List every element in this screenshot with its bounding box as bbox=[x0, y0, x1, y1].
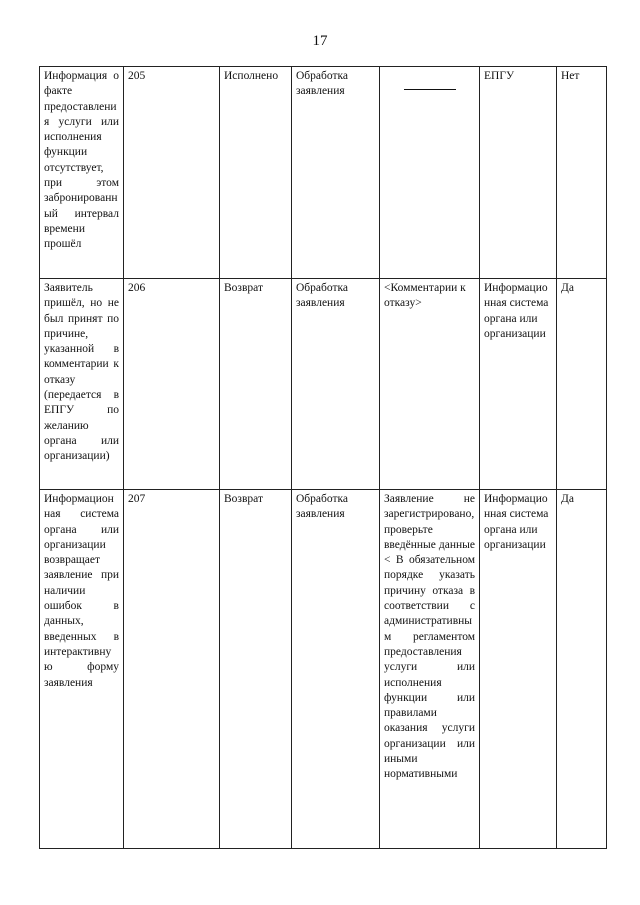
row-description: Информация о факте предоставления услуги или исполнения функции отсутствует, при этом забронированный интервал времени прошёл bbox=[40, 67, 124, 279]
row-code: 205 bbox=[124, 67, 220, 279]
page-number: 17 bbox=[312, 33, 328, 49]
row-status: Возврат bbox=[220, 490, 292, 849]
row-status: Возврат bbox=[220, 279, 292, 490]
row-flag: Нет bbox=[557, 67, 607, 279]
table-row bbox=[40, 67, 607, 279]
table-row bbox=[40, 279, 607, 490]
row-code: 206 bbox=[124, 279, 220, 490]
empty-dash bbox=[404, 89, 456, 90]
row-flag: Да bbox=[557, 490, 607, 849]
row-stage: Обработка заявления bbox=[292, 279, 380, 490]
row-description: Информационная система органа или организации возвращает заявление при наличии ошибок в данных, введенных в интерактивную форму заявления bbox=[40, 490, 124, 849]
row-description: Заявитель пришёл, но не был принят по причине, указанной в комментарии к отказу (передается в ЕПГУ по желанию органа или организации) bbox=[40, 279, 124, 490]
table-row bbox=[40, 490, 607, 849]
row-code: 207 bbox=[124, 490, 220, 849]
status-table bbox=[39, 66, 607, 849]
row-comment: <Комментарии к отказу> bbox=[380, 279, 480, 490]
row-status: Исполнено bbox=[220, 67, 292, 279]
row-source: ЕПГУ bbox=[480, 67, 557, 279]
row-comment bbox=[380, 67, 480, 279]
row-flag: Да bbox=[557, 279, 607, 490]
row-stage: Обработка заявления bbox=[292, 490, 380, 849]
row-comment: Заявление не зарегистрировано, проверьте введённые данные < В обязательном порядке указать причину отказа в соответствии с административным регламентом предоставления услуги или исполнения функции или правилами оказания услуги организации или иными нормативными bbox=[380, 490, 480, 849]
row-source: Информационная система органа или организации bbox=[480, 490, 557, 849]
row-stage: Обработка заявления bbox=[292, 67, 380, 279]
row-source: Информационная система органа или организации bbox=[480, 279, 557, 490]
